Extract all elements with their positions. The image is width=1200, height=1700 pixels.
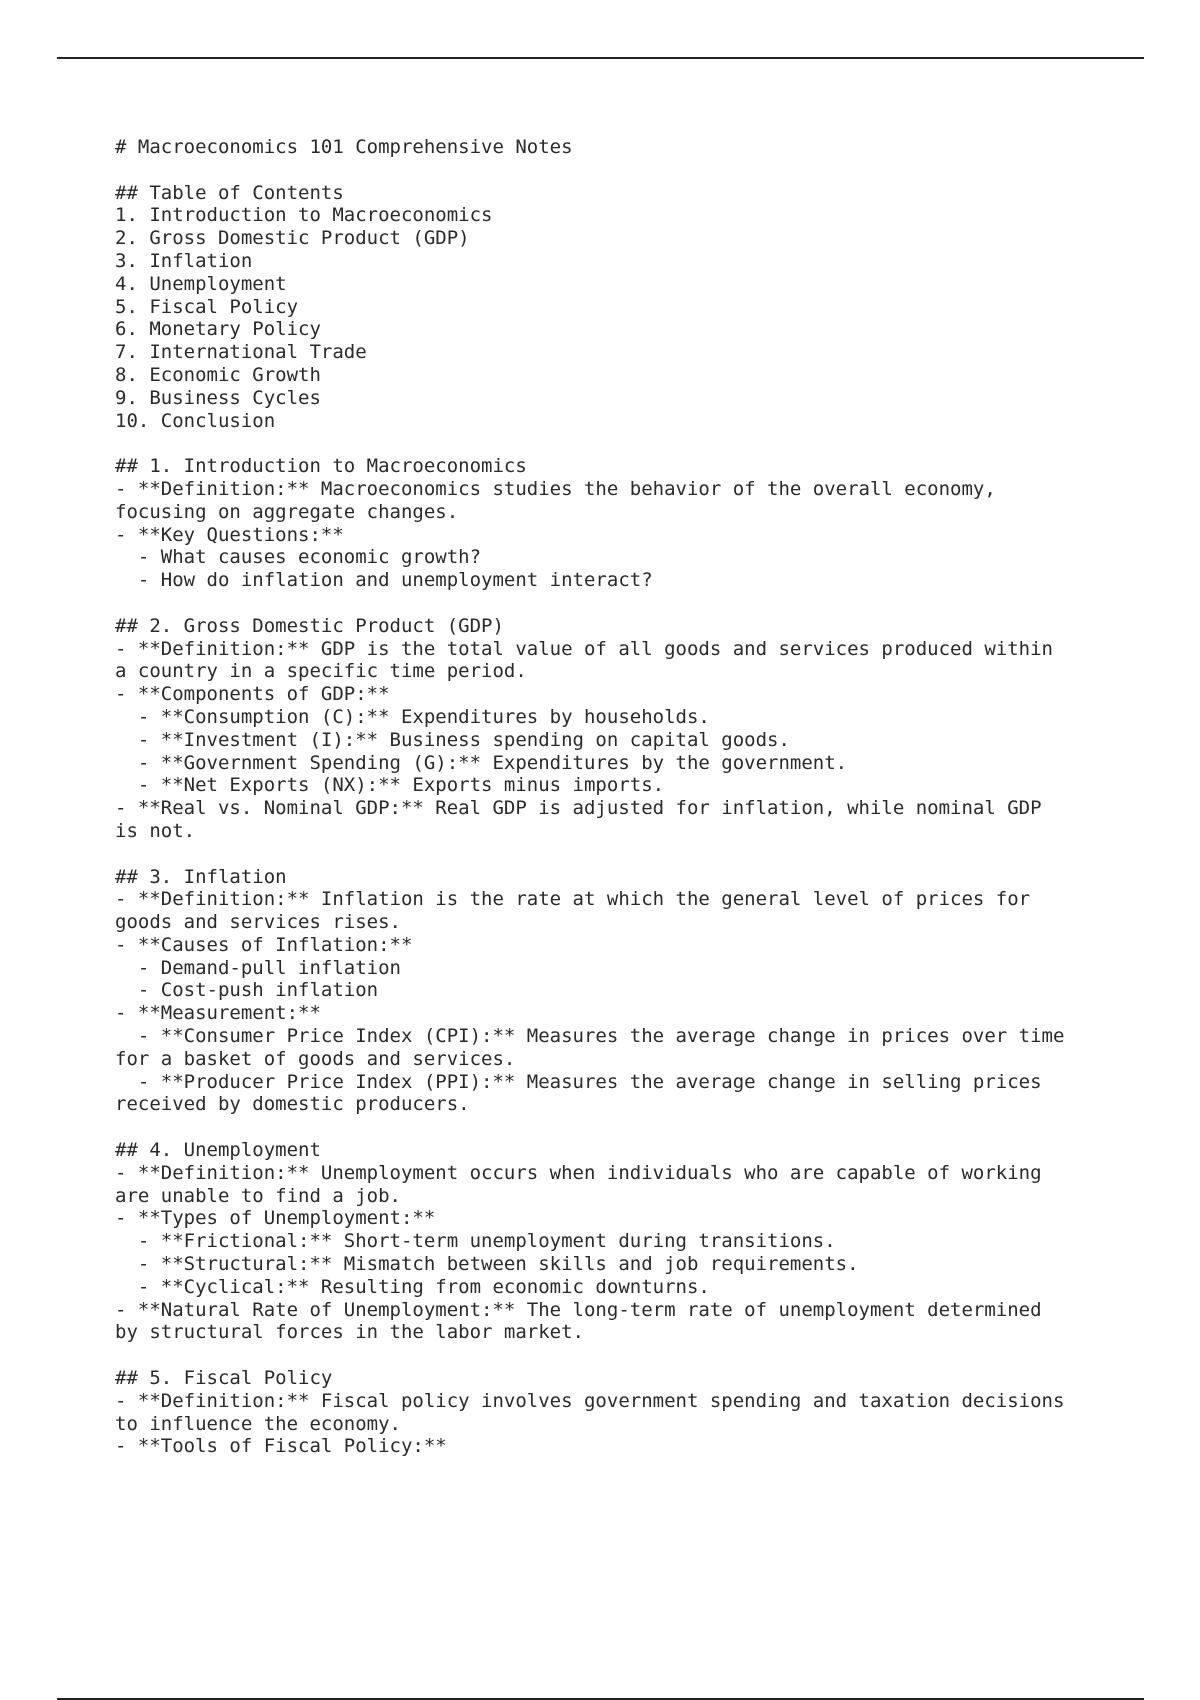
text-line: are unable to find a job. (115, 1184, 401, 1207)
bullet: - **Tools of Fiscal Policy:** (115, 1435, 447, 1458)
text-line: goods and services rises. (115, 911, 401, 934)
sub-bullet: - **Cyclical:** Resulting from economic downturns. (115, 1275, 710, 1298)
bullet: - **Key Questions:** (115, 523, 344, 546)
sub-bullet: - **Frictional:** Short-term unemployment during transitions. (115, 1230, 836, 1253)
toc-item: 7. International Trade (115, 341, 367, 364)
sub-bullet: - Cost-push inflation (115, 979, 379, 1002)
toc-item: 2. Gross Domestic Product (GDP) (115, 227, 470, 250)
bullet: - **Definition:** Fiscal policy involves government spending and taxation decisions (115, 1389, 1065, 1412)
section-heading: ## Table of Contents (115, 181, 344, 204)
document-title: # Macroeconomics 101 Comprehensive Notes (115, 136, 573, 158)
section-heading: ## 1. Introduction to Macroeconomics (115, 455, 527, 478)
document-body (115, 136, 1155, 1458)
text-line: received by domestic producers. (115, 1093, 470, 1116)
toc-item: 5. Fiscal Policy (115, 295, 299, 318)
blank-line (115, 432, 1155, 455)
sub-bullet: - **Investment (I):** Business spending on capital goods. (115, 728, 790, 751)
bullet: - **Definition:** Inflation is the rate at which the general level of prices for (115, 888, 1031, 911)
sub-bullet: - How do inflation and unemployment interact? (115, 569, 653, 592)
bullet: - **Causes of Inflation:** (115, 933, 413, 956)
toc-item: 4. Unemployment (115, 272, 287, 295)
bullet: - **Natural Rate of Unemployment:** The long-term rate of unemployment determined (115, 1298, 1042, 1321)
sub-bullet: - **Structural:** Mismatch between skills and job requirements. (115, 1253, 859, 1276)
blank-line (115, 592, 1155, 615)
sub-bullet: - **Consumption (C):** Expenditures by households. (115, 705, 710, 728)
blank-line (115, 1344, 1155, 1367)
sub-bullet: - **Consumer Price Index (CPI):** Measures the average change in prices over time (115, 1025, 1065, 1048)
blank-line (115, 1116, 1155, 1139)
toc-item: 10. Conclusion (115, 409, 276, 432)
toc-item: 6. Monetary Policy (115, 318, 321, 341)
toc-item: 1. Introduction to Macroeconomics (115, 204, 493, 227)
sub-bullet: - Demand-pull inflation (115, 956, 401, 979)
sub-bullet: - What causes economic growth? (115, 546, 482, 569)
toc-item: 9. Business Cycles (115, 386, 321, 409)
bullet: - **Measurement:** (115, 1002, 321, 1025)
text-line: is not. (115, 819, 196, 842)
bullet: - **Definition:** Macroeconomics studies the behavior of the overall economy, (115, 477, 996, 500)
sub-bullet: - **Government Spending (G):** Expenditures by the government. (115, 751, 848, 774)
sub-bullet: - **Net Exports (NX):** Exports minus imports. (115, 774, 665, 797)
bullet: - **Types of Unemployment:** (115, 1207, 436, 1230)
blank-line (115, 159, 1155, 182)
toc-item: 8. Economic Growth (115, 363, 321, 386)
text-line: a country in a specific time period. (115, 660, 527, 683)
bullet: - **Definition:** GDP is the total value of all goods and services produced within (115, 637, 1053, 660)
top-divider (57, 57, 1144, 59)
section-heading: ## 4. Unemployment (115, 1139, 321, 1162)
section-heading: ## 3. Inflation (115, 865, 287, 888)
sub-bullet: - **Producer Price Index (PPI):** Measures the average change in selling prices (115, 1070, 1042, 1093)
text-line: for a basket of goods and services. (115, 1047, 516, 1070)
text-line: focusing on aggregate changes. (115, 500, 459, 523)
bullet: - **Real vs. Nominal GDP:** Real GDP is adjusted for inflation, while nominal GDP (115, 797, 1042, 820)
section-heading: ## 2. Gross Domestic Product (GDP) (115, 614, 504, 637)
text-line: by structural forces in the labor market. (115, 1321, 584, 1344)
blank-line (115, 843, 1155, 866)
text-line: to influence the economy. (115, 1412, 401, 1435)
bullet: - **Definition:** Unemployment occurs when individuals who are capable of working (115, 1161, 1042, 1184)
bullet: - **Components of GDP:** (115, 683, 390, 706)
toc-item: 3. Inflation (115, 249, 253, 272)
section-heading: ## 5. Fiscal Policy (115, 1367, 333, 1390)
